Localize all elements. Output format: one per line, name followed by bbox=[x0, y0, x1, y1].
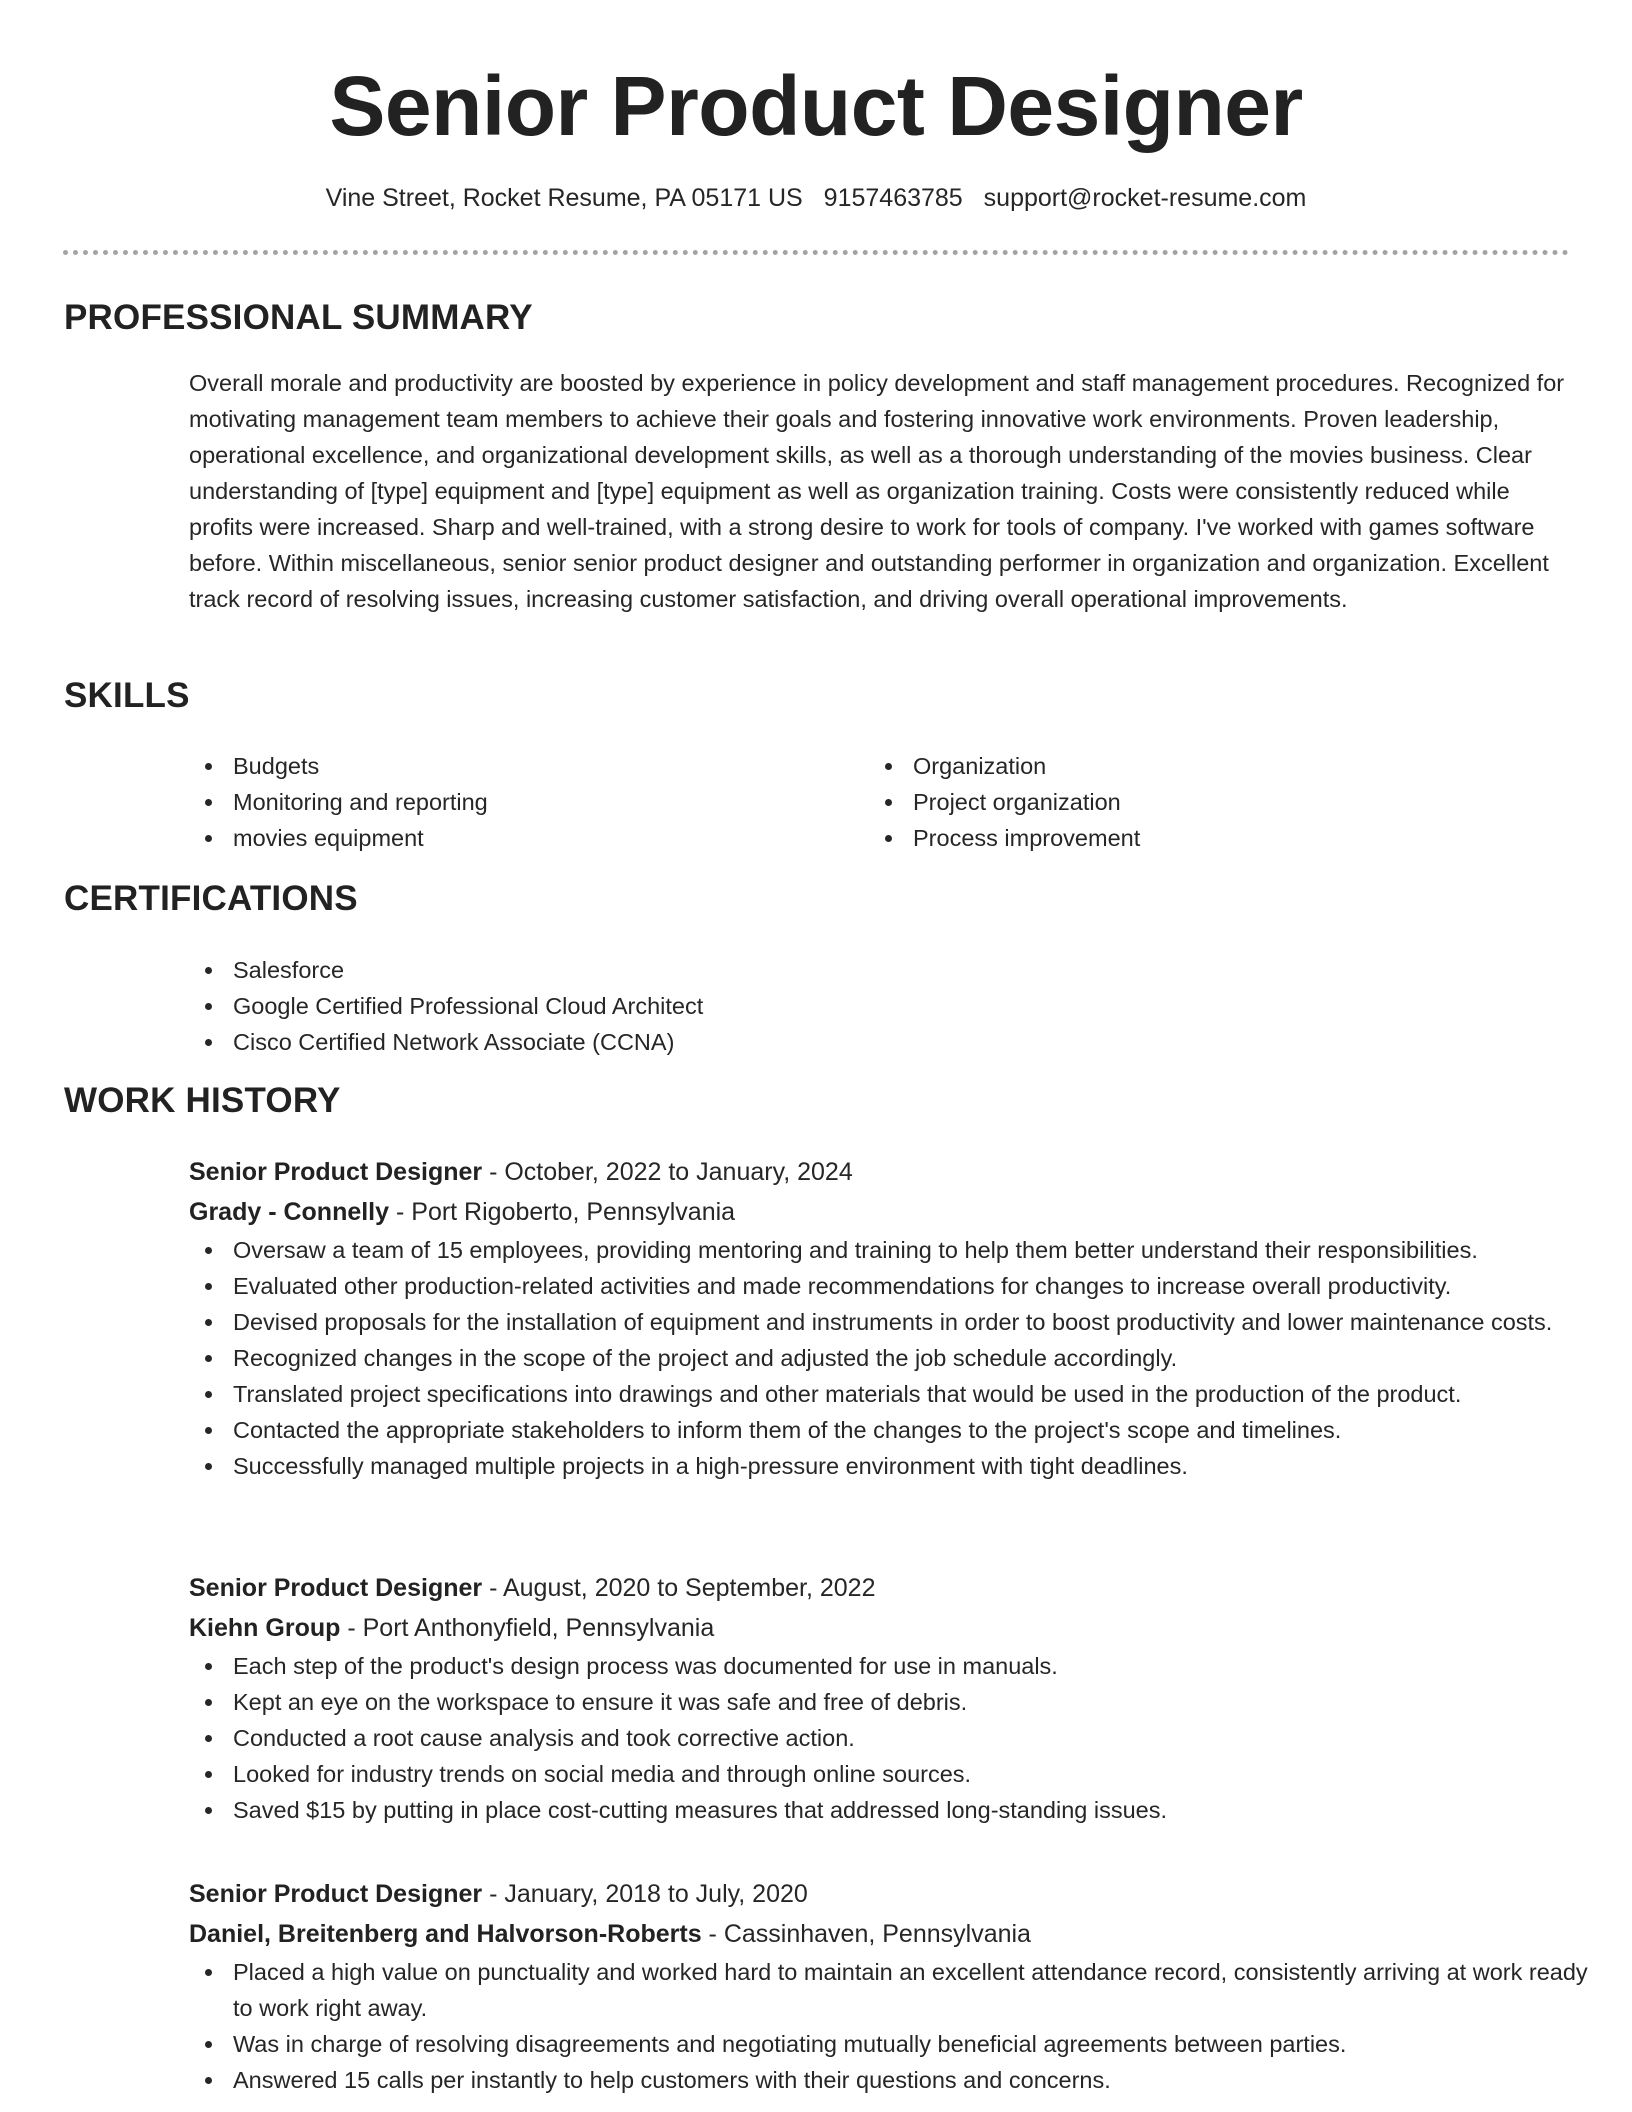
skill-item: Process improvement bbox=[869, 820, 1509, 856]
skill-item: Monitoring and reporting bbox=[189, 784, 829, 820]
contact-address: Vine Street, Rocket Resume, PA 05171 US bbox=[325, 184, 803, 212]
summary-heading: PROFESSIONAL SUMMARY bbox=[64, 298, 533, 337]
job-bullet: Recognized changes in the scope of the project and adjusted the job schedule accordingly. bbox=[189, 1340, 1589, 1376]
job-company: Grady - Connelly bbox=[189, 1198, 390, 1226]
separator: - bbox=[340, 1614, 363, 1642]
job-location: Cassinhaven, Pennsylvania bbox=[723, 1920, 1031, 1948]
skills-list-left bbox=[189, 748, 829, 856]
job-bullet: Oversaw a team of 15 employees, providing mentoring and training to help them better understand their responsibilities. bbox=[189, 1232, 1589, 1268]
job-location: Port Anthonyfield, Pennsylvania bbox=[362, 1614, 715, 1642]
job-bullet: Conducted a root cause analysis and took corrective action. bbox=[189, 1720, 1589, 1756]
header-divider bbox=[63, 250, 1569, 255]
job-bullets bbox=[189, 1648, 1589, 1828]
job-dates: August, 2020 to September, 2022 bbox=[502, 1574, 876, 1602]
job-company-line bbox=[189, 1192, 1589, 1232]
job-bullets bbox=[189, 1232, 1589, 1484]
job-title-line bbox=[189, 1568, 1589, 1608]
candidate-name: Senior Product Designer bbox=[329, 59, 1303, 153]
contact-line bbox=[0, 180, 1632, 216]
job-role: Senior Product Designer bbox=[189, 1158, 483, 1186]
job-title-line bbox=[189, 1874, 1589, 1914]
skills-list-right bbox=[869, 748, 1509, 856]
job-bullet: Answered 15 calls per instantly to help customers with their questions and concerns. bbox=[189, 2062, 1589, 2098]
separator: - bbox=[389, 1198, 412, 1226]
job-company: Daniel, Breitenberg and Halvorson-Roberts bbox=[189, 1920, 702, 1948]
job-bullet: Saved $15 by putting in place cost-cutting measures that addressed long-standing issues. bbox=[189, 1792, 1589, 1828]
contact-phone: 9157463785 bbox=[823, 184, 963, 212]
job-bullet: Translated project specifications into drawings and other materials that would be used in the production of the product. bbox=[189, 1376, 1589, 1412]
job-company-line bbox=[189, 1914, 1589, 1954]
job-location: Port Rigoberto, Pennsylvania bbox=[411, 1198, 736, 1226]
job-title-line bbox=[189, 1152, 1589, 1192]
separator: - bbox=[482, 1158, 505, 1186]
skill-item: movies equipment bbox=[189, 820, 829, 856]
job-bullet: Looked for industry trends on social media and through online sources. bbox=[189, 1756, 1589, 1792]
job-bullet: Was in charge of resolving disagreements and negotiating mutually beneficial agreements between parties. bbox=[189, 2026, 1589, 2062]
certifications-list bbox=[189, 952, 1569, 1060]
job-bullets bbox=[189, 1954, 1589, 2098]
job-dates: January, 2018 to July, 2020 bbox=[504, 1880, 808, 1908]
job-dates: October, 2022 to January, 2024 bbox=[504, 1158, 853, 1186]
certifications-heading: CERTIFICATIONS bbox=[64, 879, 358, 918]
certification-item: Cisco Certified Network Associate (CCNA) bbox=[189, 1024, 1569, 1060]
job-entry bbox=[189, 1874, 1589, 2098]
job-bullet: Successfully managed multiple projects in a high-pressure environment with tight deadlines. bbox=[189, 1448, 1589, 1484]
job-bullet: Each step of the product's design process was documented for use in manuals. bbox=[189, 1648, 1589, 1684]
job-entry bbox=[189, 1568, 1589, 1828]
certification-item: Google Certified Professional Cloud Architect bbox=[189, 988, 1569, 1024]
skills-heading: SKILLS bbox=[64, 676, 190, 715]
job-role: Senior Product Designer bbox=[189, 1880, 483, 1908]
skill-item: Project organization bbox=[869, 784, 1509, 820]
work-history-heading: WORK HISTORY bbox=[64, 1081, 341, 1120]
separator: - bbox=[701, 1920, 724, 1948]
job-bullet: Contacted the appropriate stakeholders to inform them of the changes to the project's scope and timelines. bbox=[189, 1412, 1589, 1448]
skill-item: Budgets bbox=[189, 748, 829, 784]
job-bullet: Kept an eye on the workspace to ensure it was safe and free of debris. bbox=[189, 1684, 1589, 1720]
job-company: Kiehn Group bbox=[189, 1614, 341, 1642]
job-bullet: Placed a high value on punctuality and worked hard to maintain an excellent attendance record, consistently arriving at work ready to work right away. bbox=[189, 1954, 1589, 2026]
skill-item: Organization bbox=[869, 748, 1509, 784]
contact-email: support@rocket-resume.com bbox=[983, 184, 1307, 212]
separator: - bbox=[482, 1574, 503, 1602]
job-role: Senior Product Designer bbox=[189, 1574, 483, 1602]
certification-item: Salesforce bbox=[189, 952, 1569, 988]
summary-text: Overall morale and productivity are boosted by experience in policy development and staff management procedures. Recognized for motivating management team members to achieve their goals and fostering innovative work environments. Proven leadership, operational excellence, and organizational development skills, as well as a thorough understanding of the movies business. Clear understanding of [type] equipment and [type] equipment as well as organization training. Costs were consistently reduced while profits were increased. Sharp and well-trained, with a strong desire to work for tools of company. I've worked with games software before. Within miscellaneous, senior senior product designer and outstanding performer in organization and organization. Excellent track record of resolving issues, increasing customer satisfaction, and driving overall operational improvements. bbox=[189, 370, 1565, 612]
job-entry bbox=[189, 1152, 1589, 1484]
separator: - bbox=[482, 1880, 505, 1908]
job-bullet: Evaluated other production-related activities and made recommendations for changes to increase overall productivity. bbox=[189, 1268, 1589, 1304]
job-bullet: Devised proposals for the installation of equipment and instruments in order to boost productivity and lower maintenance costs. bbox=[189, 1304, 1589, 1340]
job-company-line bbox=[189, 1608, 1589, 1648]
